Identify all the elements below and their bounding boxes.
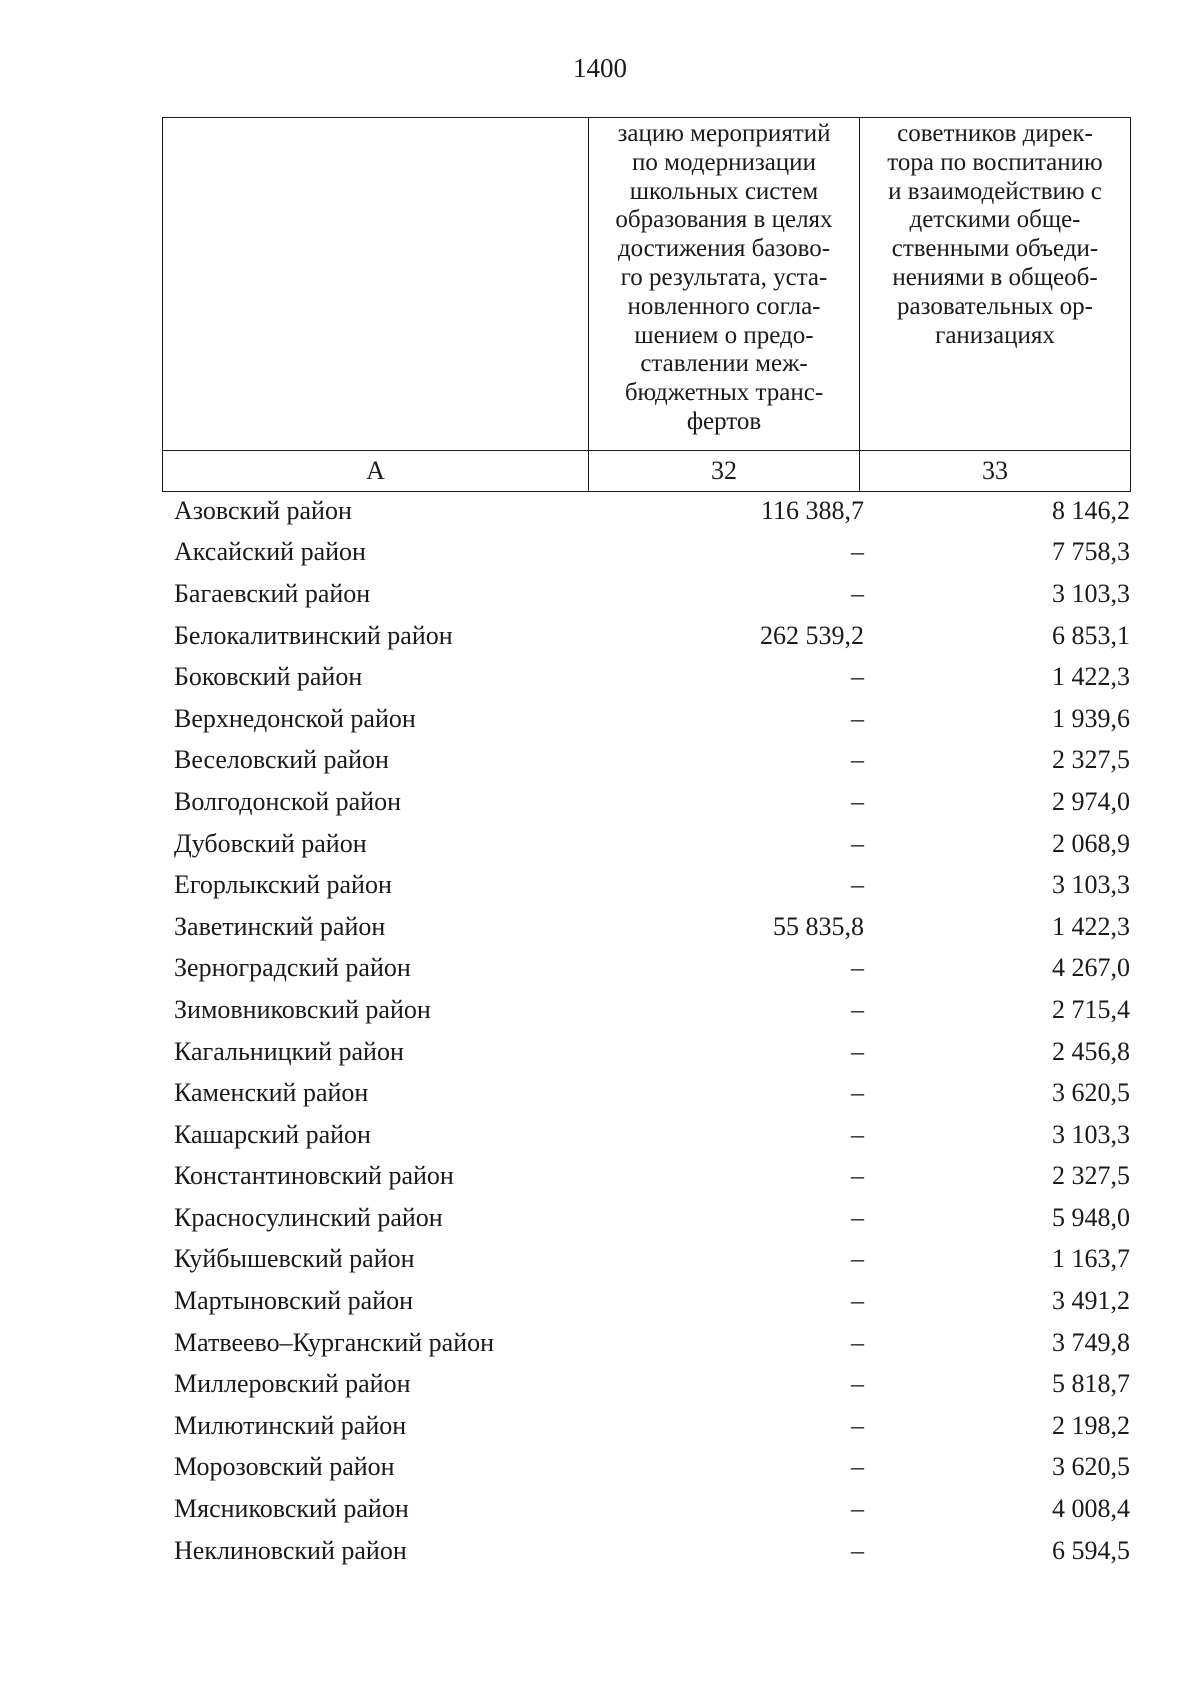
district-name: Дубовский район [174,828,367,858]
table-row [162,781,1130,823]
col-32-desc-line: образования в целях [615,206,833,234]
district-name: Заветинский район [174,911,386,941]
col-32-desc-line: шением о предо- [634,321,814,349]
col-33-value: 2 715,4 [1052,994,1130,1024]
col-32-desc-line: новленного согла- [627,292,821,320]
district-name: Зерноградский район [174,953,411,983]
col-32-value: – [851,1452,864,1482]
col-33-value: 6 853,1 [1052,620,1130,650]
col-32-value: 262 539,2 [760,620,864,650]
table-row [162,989,1130,1031]
col-32-value: – [851,703,864,733]
table-row [162,656,1130,698]
col-33-value: 3 620,5 [1052,1078,1130,1108]
district-name: Мясниковский район [174,1494,409,1524]
col-33-value: 3 491,2 [1052,1286,1130,1316]
col-32-value: 55 835,8 [773,911,864,941]
col-32-value: – [851,1119,864,1149]
district-name: Миллеровский район [174,1369,411,1399]
col-33-value: 3 103,3 [1052,1119,1130,1149]
header-col-33-description [860,118,1131,451]
col-33-value: 8 146,2 [1052,495,1130,525]
district-name: Красносулинский район [174,1202,443,1232]
col-33-value: 1 422,3 [1052,911,1130,941]
header-col-33-label: 33 [860,451,1131,492]
col-33-value: 2 327,5 [1052,1161,1130,1191]
table-row [162,490,1130,532]
col-33-desc-line: тора по воспитанию [887,148,1103,176]
col-32-desc-line: го результата, уста- [620,263,828,291]
col-33-desc-line: разовательных ор- [897,292,1093,320]
header-col-a-label: А [163,451,589,492]
district-name: Кагальницкий район [174,1036,404,1066]
table-row [162,906,1130,948]
col-32-value: – [851,537,864,567]
col-33-value: 3 620,5 [1052,1452,1130,1482]
district-name: Кашарский район [174,1119,371,1149]
district-name: Веселовский район [174,745,389,775]
header-col-32-description [589,118,860,451]
col-32-desc-line: ставлении меж- [640,350,808,378]
table-row [162,823,1130,865]
district-name: Матвеево–Курганский район [174,1327,495,1357]
table-row [162,615,1130,657]
header-col-a-description [163,118,589,451]
table-row [162,740,1130,782]
district-name: Морозовский район [174,1452,395,1482]
col-33-desc-line: ганизациях [935,321,1055,349]
table-row [162,1488,1130,1530]
col-32-desc-line: зацию мероприятий [617,120,831,147]
table-body [162,490,1130,1571]
col-32-value: – [851,953,864,983]
district-name: Боковский район [174,662,363,692]
col-33-value: 5 818,7 [1052,1369,1130,1399]
col-32-desc-line: бюджетных транс- [624,379,824,407]
col-33-value: 1 939,6 [1052,703,1130,733]
page-number: 1400 [573,53,627,83]
col-32-value: – [851,578,864,608]
district-name: Аксайский район [174,537,366,567]
col-33-value: 2 327,5 [1052,745,1130,775]
col-32-value: – [851,994,864,1024]
table-row [162,1239,1130,1281]
col-33-value: 3 749,8 [1052,1327,1130,1357]
col-33-value: 5 948,0 [1052,1202,1130,1232]
col-32-value: 116 388,7 [760,495,864,525]
district-name: Константиновский район [174,1161,454,1191]
table-row [162,1156,1130,1198]
district-name: Каменский район [174,1078,369,1108]
col-32-value: – [851,1327,864,1357]
col-32-value: – [851,1244,864,1274]
col-33-value: 1 163,7 [1052,1244,1130,1274]
col-33-desc-line: нениями в общеоб- [892,263,1098,291]
table-row [162,948,1130,990]
table-row [162,1031,1130,1073]
table-row [162,1530,1130,1572]
table-row [162,1405,1130,1447]
table-row [162,573,1130,615]
col-32-value: – [851,1494,864,1524]
col-33-desc-line: детскими обще- [909,206,1081,234]
col-32-value: – [851,1535,864,1565]
district-name: Егорлыкский район [174,870,392,900]
col-32-value: – [851,1036,864,1066]
col-33-desc-line: и взаимодействию с [888,177,1102,205]
district-name: Азовский район [174,495,352,525]
header-number-row [163,451,1131,492]
col-32-value: – [851,1161,864,1191]
col-33-desc-line: ственными объеди- [891,235,1099,263]
col-33-value: 2 198,2 [1052,1410,1130,1440]
col-33-value: 4 267,0 [1052,953,1130,983]
col-33-value: 6 594,5 [1052,1535,1130,1565]
col-33-value: 2 068,9 [1052,828,1130,858]
district-name: Неклиновский район [174,1535,407,1565]
col-32-desc-line: по модернизации [632,148,816,176]
header-description-row [163,118,1131,451]
district-name: Куйбышевский район [174,1244,415,1274]
col-32-value: – [851,662,864,692]
col-32-value: – [851,1410,864,1440]
col-32-value: – [851,786,864,816]
col-32-value: – [851,828,864,858]
table-header [162,117,1131,492]
col-33-value: 3 103,3 [1052,870,1130,900]
table-row [162,1114,1130,1156]
col-32-value: – [851,870,864,900]
table-row [162,1322,1130,1364]
col-32-value: – [851,1369,864,1399]
col-33-value: 7 758,3 [1052,537,1130,567]
district-name: Мартыновский район [174,1286,414,1316]
col-33-value: 2 974,0 [1052,786,1130,816]
table-row [162,1447,1130,1489]
district-name: Багаевский район [174,578,371,608]
col-33-value: 2 456,8 [1052,1036,1130,1066]
col-33-value: 1 422,3 [1052,662,1130,692]
table-row [162,532,1130,574]
col-32-value: – [851,1286,864,1316]
table-row [162,1363,1130,1405]
col-32-value: – [851,745,864,775]
col-33-desc-line: советников дирек- [897,120,1093,147]
district-name: Верхнедонской район [174,703,416,733]
table-row [162,864,1130,906]
district-name: Белокалитвинский район [174,620,453,650]
col-32-desc-line: школьных систем [629,177,819,205]
header-col-32-label: 32 [589,451,860,492]
table-row [162,1197,1130,1239]
col-32-desc-line: достижения базово- [617,235,831,263]
district-name: Милютинский район [174,1410,407,1440]
col-32-desc-line: фертов [686,407,762,435]
table-row [162,1280,1130,1322]
col-32-value: – [851,1202,864,1232]
col-32-value: – [851,1078,864,1108]
col-33-value: 3 103,3 [1052,578,1130,608]
district-name: Волгодонской район [174,786,402,816]
table-row [162,698,1130,740]
col-33-value: 4 008,4 [1052,1494,1130,1524]
district-name: Зимовниковский район [174,994,431,1024]
table-row [162,1072,1130,1114]
